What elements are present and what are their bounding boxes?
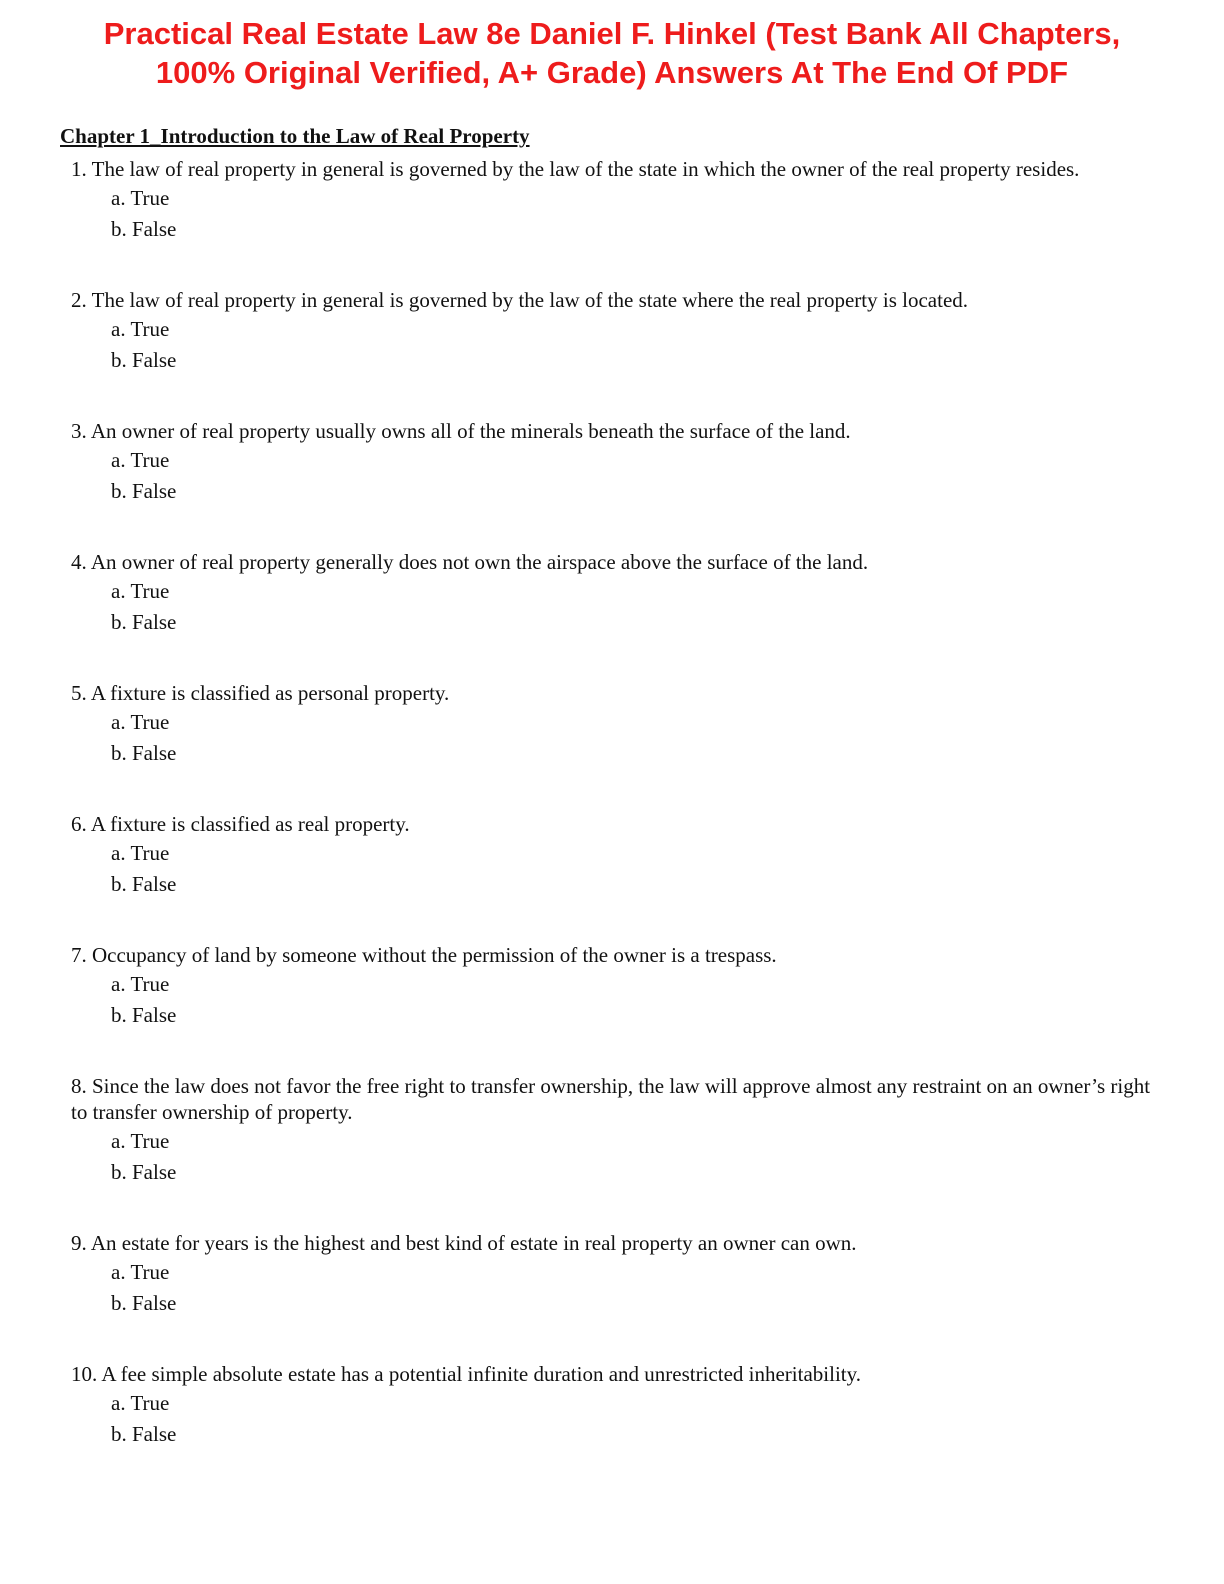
question-text: 5. A fixture is classified as personal property. — [71, 681, 450, 705]
option-false: b. False — [111, 1003, 177, 1027]
question-5 — [71, 680, 1151, 811]
option-false: b. False — [111, 1422, 177, 1446]
question-10 — [71, 1361, 1151, 1492]
option-true: a. True — [111, 317, 170, 341]
option-true: a. True — [111, 1129, 170, 1153]
option-true: a. True — [111, 841, 170, 865]
option-false: b. False — [111, 1160, 177, 1184]
option-true: a. True — [111, 1260, 170, 1284]
question-text: 6. A fixture is classified as real property. — [71, 812, 410, 836]
banner-line-1: Practical Real Estate Law 8e Daniel F. Hinkel (Test Bank All Chapters, — [103, 16, 1121, 51]
option-true: a. True — [111, 710, 170, 734]
question-4 — [71, 549, 1151, 680]
question-text: 8. Since the law does not favor the free right to transfer ownership, the law will approve almost any restraint on an owner’s right to transfer ownership of property. — [71, 1074, 1151, 1124]
question-text: 4. An owner of real property generally does not own the airspace above the surface of the land. — [71, 550, 869, 574]
question-3 — [71, 418, 1151, 549]
question-text: 7. Occupancy of land by someone without the permission of the owner is a trespass. — [71, 943, 777, 967]
question-text: 10. A fee simple absolute estate has a potential infinite duration and unrestricted inheritability. — [71, 1362, 862, 1386]
question-text: 1. The law of real property in general is governed by the law of the state in which the owner of the real property resides. — [71, 157, 1080, 181]
option-false: b. False — [111, 479, 177, 503]
option-false: b. False — [111, 217, 177, 241]
option-true: a. True — [111, 972, 170, 996]
question-8 — [71, 1073, 1151, 1230]
question-text: 2. The law of real property in general is governed by the law of the state where the real property is located. — [71, 288, 969, 312]
option-true: a. True — [111, 448, 170, 472]
option-false: b. False — [111, 348, 177, 372]
option-true: a. True — [111, 1391, 170, 1415]
option-true: a. True — [111, 579, 170, 603]
chapter-title: Chapter 1_Introduction to the Law of Real Property — [60, 124, 530, 148]
question-9 — [71, 1230, 1151, 1361]
question-list — [71, 156, 1151, 1492]
option-false: b. False — [111, 872, 177, 896]
option-true: a. True — [111, 186, 170, 210]
question-2 — [71, 287, 1151, 418]
option-false: b. False — [111, 1291, 177, 1315]
question-7 — [71, 942, 1151, 1073]
document-banner — [40, 14, 1184, 92]
banner-line-2: 100% Original Verified, A+ Grade) Answers At The End Of PDF — [155, 55, 1069, 90]
question-text: 9. An estate for years is the highest and best kind of estate in real property an owner can own. — [71, 1231, 857, 1255]
question-6 — [71, 811, 1151, 942]
option-false: b. False — [111, 610, 177, 634]
question-1 — [71, 156, 1151, 287]
question-text: 3. An owner of real property usually owns all of the minerals beneath the surface of the land. — [71, 419, 851, 443]
option-false: b. False — [111, 741, 177, 765]
